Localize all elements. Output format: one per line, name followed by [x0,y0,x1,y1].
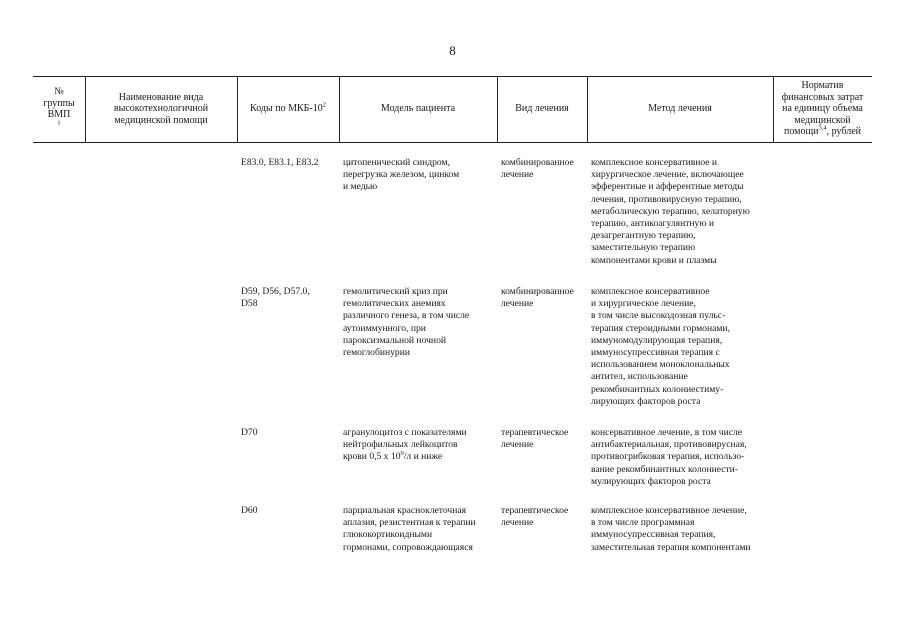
row-treatment-type: комбинированное лечение [501,286,574,310]
row-icd-codes: D60 [241,505,258,516]
header-patient-model: Модель пациента [380,103,456,115]
row-treatment-type: терапевтическое лечение [501,505,569,529]
header-icd-codes: Коды по МКБ-$10^2$ [250,101,326,115]
row-treatment-method: консервативное лечение, в том числе антибактериальная, противовирусная, противогрибковая терапия, использо- вание рекомбинантных колониести- мулирующих факторов роста [591,427,747,487]
header-cost-standard: Норматив финансовых затрат на единицу объема медицинской помощи$^{3,4}$, рублей [781,80,864,138]
row-icd-codes: D70 [241,427,258,438]
row-patient-model: гемолитический криз при гемолитических анемиях различного генеза, в том числе аутоиммунного, при пароксизмальной ночной гемоглобинурии [343,286,470,359]
row-treatment-method: комплексное консервативное и хирургическое лечение, включающее эфферентные и афферентные методы лечения, противовирусную терапию, метаболическую терапию, хелаторную терапию, антикоагулянтную и дезагрегантную терапию, заместительную терапию компонентами крови и плазмы [591,157,750,266]
page-number: 8 [449,43,456,58]
row-patient-model: парциальная красноклеточная аплазия, резистентная к терапии глюкокортикоидными гормонами, сопровождающаяся [343,505,476,553]
header-group-number: № группы ВМП $^1$ [43,86,75,127]
row-patient-model: цитопенический синдром, перегрузка железом, цинком и медью [343,157,460,193]
row-treatment-type: терапевтическое лечение [501,427,569,451]
row-treatment-type: комбинированное лечение [501,157,574,181]
row-patient-model: агранулоцитоз с показателями нейтрофильных лейкоцитов крови 0,5 x $10^9/л$ и ниже [343,427,467,463]
header-treatment-method: Метод лечения [648,103,712,115]
header-care-type: Наименование вида высокотехнологичной медицинской помощи [113,91,209,126]
header-treatment-type: Вид лечения [515,103,569,115]
row-icd-codes: D59, D56, D57.0, D58 [241,286,310,310]
row-treatment-method: комплексное консервативное лечение, в том числе программная иммуносупрессивная терапия, заместительная терапия компонентами [591,505,751,553]
row-treatment-method: комплексное консервативное и хирургическое лечение, в том числе высокодозная пульс- терапия стероидными гормонами, иммуномодулирующая терапия, иммуносупрессивная терапия с использованием моноклональных антител, использование рекомбинантных колониестиму- лирующих факторов роста [591,286,730,407]
header-bottom-rule [33,142,872,143]
row-icd-codes: E83.0, E83.1, E83.2 [241,157,319,168]
